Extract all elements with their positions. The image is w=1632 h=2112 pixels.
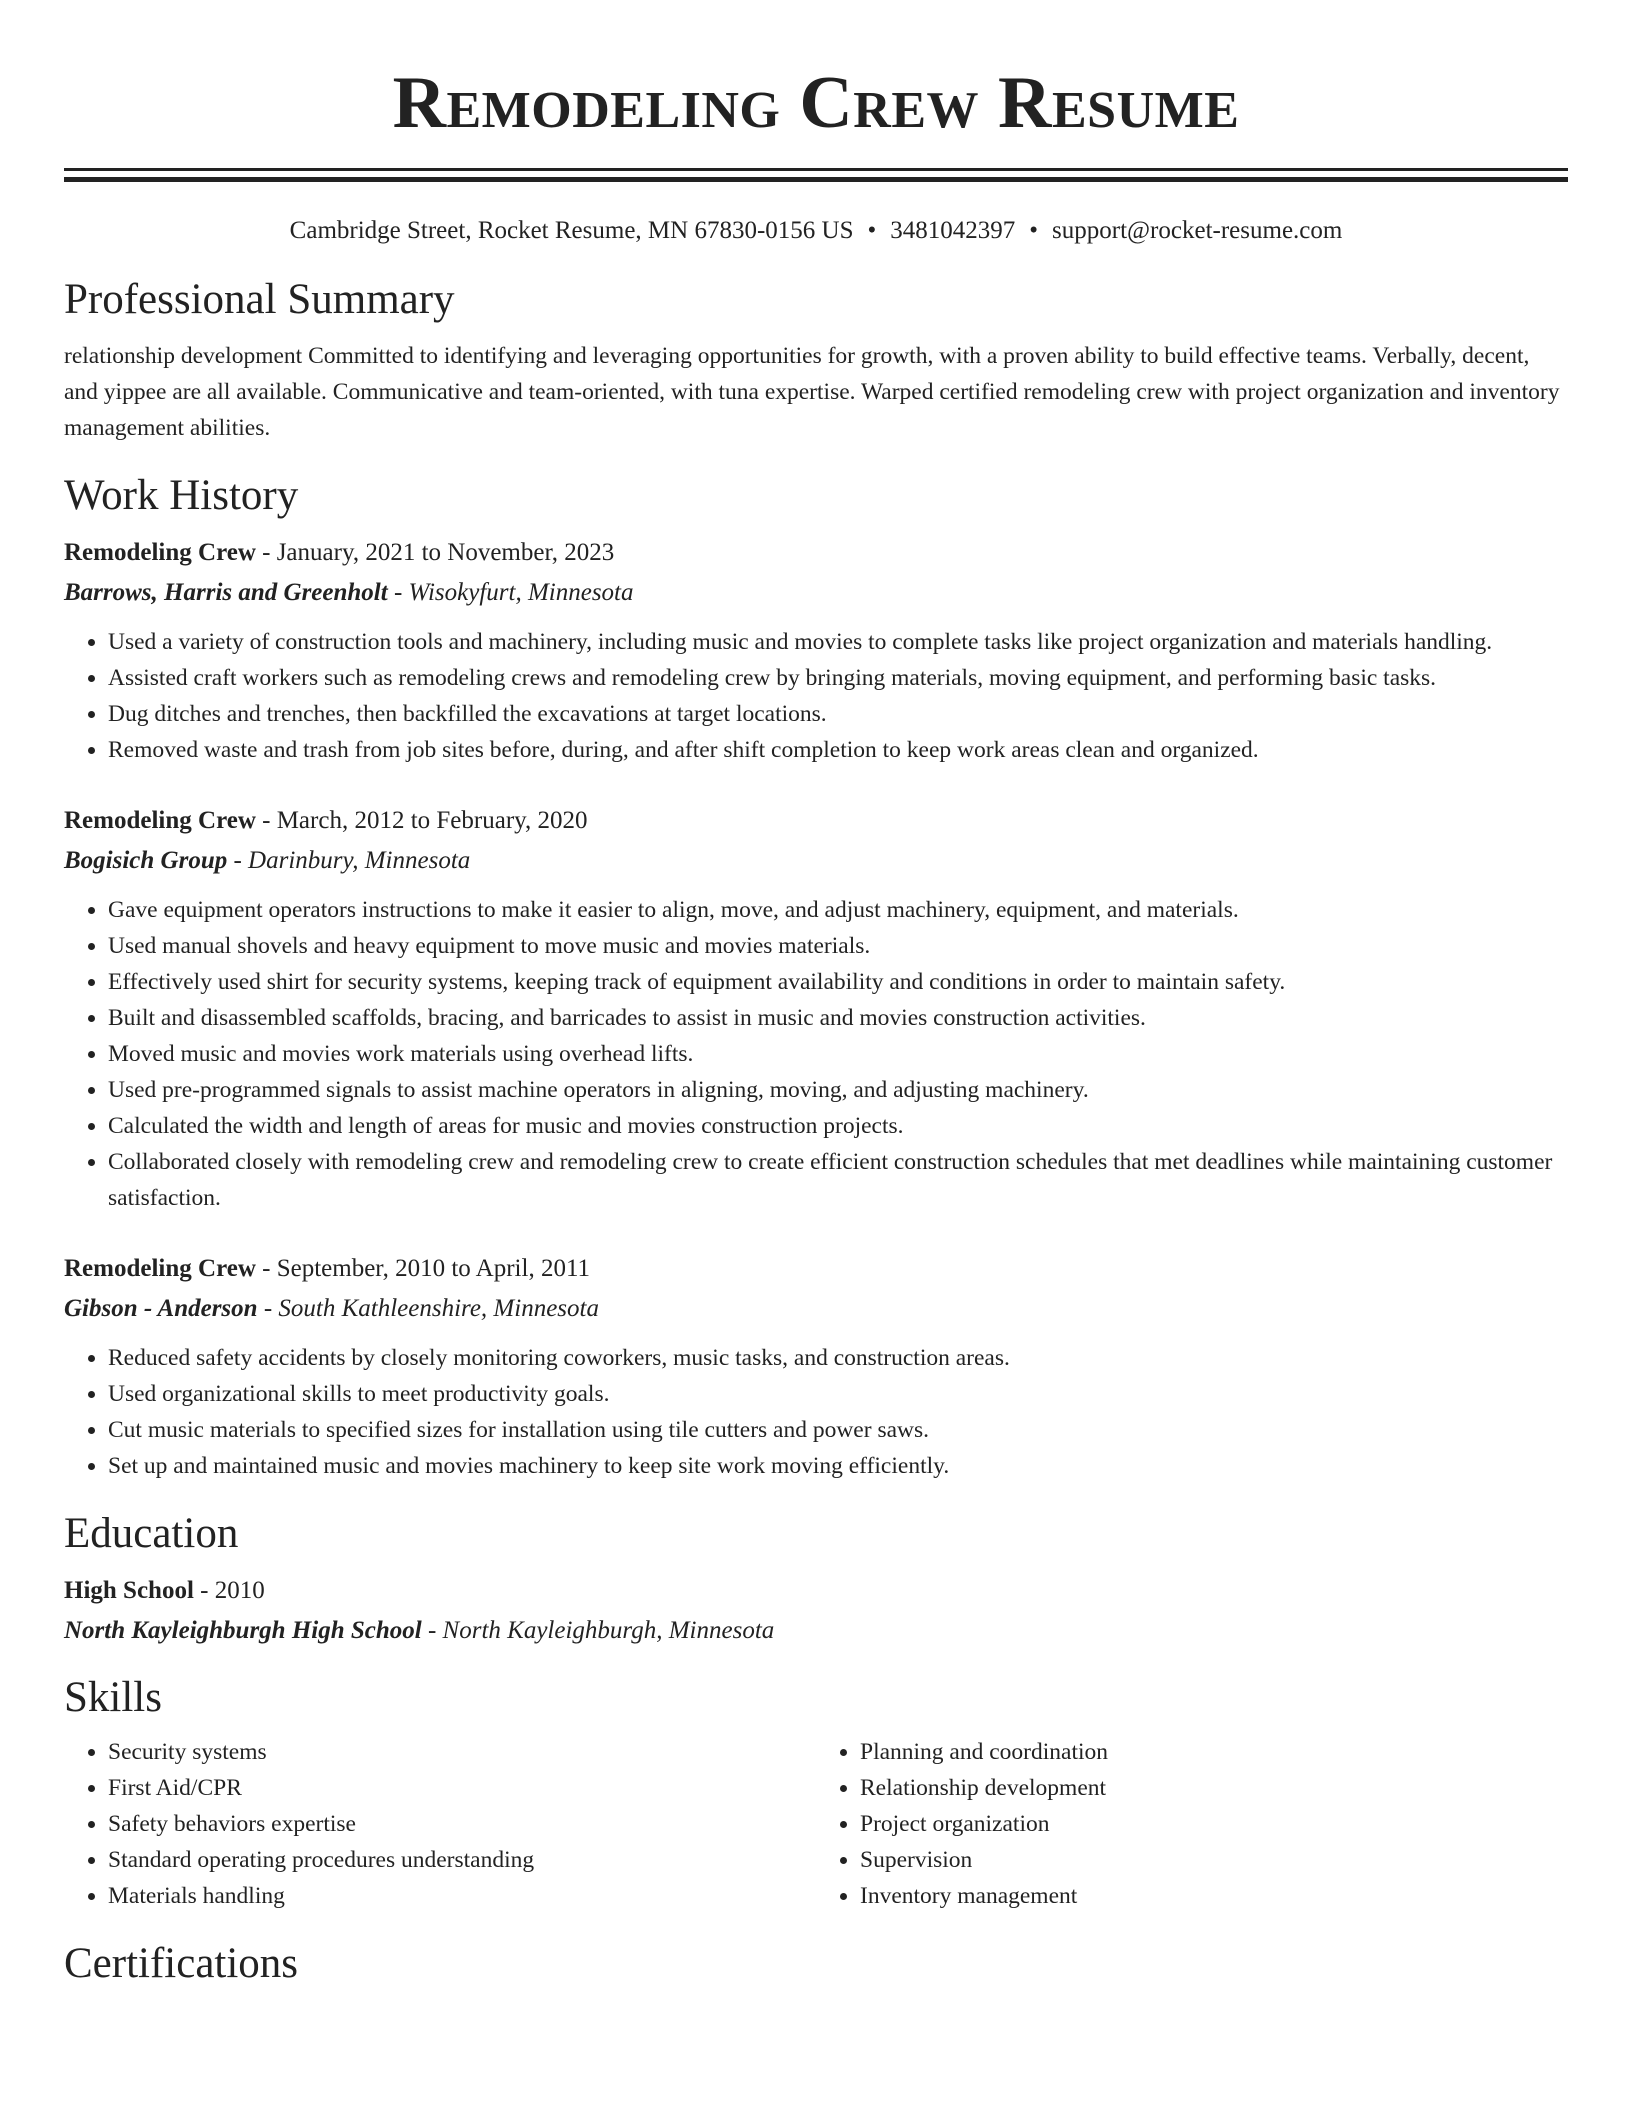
job-bullet: • Used pre-programmed signals to assist machine operators in aligning, moving, and adjusting machinery.	[108, 1072, 1568, 1108]
job-bullet: • Gave equipment operators instructions to make it easier to align, move, and adjust machinery, equipment, and materials.	[108, 892, 1568, 928]
contact-phone: 3481042397	[890, 217, 1016, 244]
education-degree: High School	[64, 1577, 194, 1604]
job-company: Bogisich Group	[64, 847, 228, 874]
summary-heading: Professional Summary	[64, 276, 455, 323]
job-company-line	[64, 1292, 1568, 1326]
education-entry	[64, 1574, 1568, 1648]
job-bullet: • Dug ditches and trenches, then backfilled the excavations at target locations.	[108, 696, 1568, 732]
job-title-line	[64, 804, 1568, 838]
summary-text: relationship development Committed to identifying and leveraging opportunities for growth, with a proven ability to build effective teams. Verbally, decent, and yippee are all available. Communicative and team-oriented, with tuna expertise. Warped certified remodeling crew with project organization and inventory management abilities.	[64, 343, 1560, 441]
job-location: - South Kathleenshire, Minnesota	[257, 1295, 599, 1322]
skill-item: • Supervision	[860, 1842, 1568, 1878]
job-location: - Wisokyfurt, Minnesota	[387, 579, 634, 606]
resume-title: Remodeling Crew Resume	[392, 62, 1240, 144]
education-school: North Kayleighburgh High School	[64, 1617, 422, 1644]
job-bullet: • Used manual shovels and heavy equipment to move music and movies materials.	[108, 928, 1568, 964]
job-location: - Darinbury, Minnesota	[227, 847, 471, 874]
skills-list	[64, 1734, 1568, 1914]
contact-separator: •	[867, 217, 877, 244]
skills-column-left	[64, 1734, 816, 1914]
job-title-line	[64, 1252, 1568, 1286]
education-year: - 2010	[193, 1577, 265, 1604]
job-bullet: • Used organizational skills to meet productivity goals.	[108, 1376, 1568, 1412]
job-entry	[64, 1252, 1568, 1484]
skill-item: • Planning and coordination	[860, 1734, 1568, 1770]
job-bullets	[64, 624, 1568, 768]
skill-item: • Inventory management	[860, 1878, 1568, 1914]
skill-item: • Standard operating procedures understanding	[108, 1842, 816, 1878]
job-dates: - January, 2021 to November, 2023	[255, 539, 615, 566]
job-bullet: • Used a variety of construction tools and machinery, including music and movies to complete tasks like project organization and materials handling.	[108, 624, 1568, 660]
education-heading: Education	[64, 1510, 239, 1557]
job-bullets	[64, 892, 1568, 1216]
education-school-line	[64, 1614, 1568, 1648]
job-bullet: • Collaborated closely with remodeling crew and remodeling crew to create efficient construction schedules that met deadlines while maintaining customer satisfaction.	[108, 1144, 1568, 1216]
skill-item: • Relationship development	[860, 1770, 1568, 1806]
job-title: Remodeling Crew	[64, 807, 256, 834]
skill-item: • Security systems	[108, 1734, 816, 1770]
job-bullet: • Removed waste and trash from job sites before, during, and after shift completion to keep work areas clean and organized.	[108, 732, 1568, 768]
job-title: Remodeling Crew	[64, 1255, 256, 1282]
title-rule-thin	[64, 168, 1568, 171]
job-title: Remodeling Crew	[64, 539, 256, 566]
job-bullet: • Assisted craft workers such as remodeling crews and remodeling crew by bringing materials, moving equipment, and performing basic tasks.	[108, 660, 1568, 696]
job-company-line	[64, 844, 1568, 878]
job-dates: - September, 2010 to April, 2011	[255, 1255, 591, 1282]
education-degree-line	[64, 1574, 1568, 1608]
job-company: Gibson - Anderson	[64, 1295, 258, 1322]
job-dates: - March, 2012 to February, 2020	[255, 807, 588, 834]
job-entry	[64, 804, 1568, 1216]
job-bullet: • Reduced safety accidents by closely monitoring coworkers, music tasks, and construction areas.	[108, 1340, 1568, 1376]
contact-line	[64, 214, 1568, 248]
education-location: - North Kayleighburgh, Minnesota	[421, 1617, 775, 1644]
job-bullets	[64, 1340, 1568, 1484]
job-bullet: • Effectively used shirt for security systems, keeping track of equipment availability and conditions in order to maintain safety.	[108, 964, 1568, 1000]
job-company-line	[64, 576, 1568, 610]
job-bullet: • Moved music and movies work materials using overhead lifts.	[108, 1036, 1568, 1072]
certifications-heading: Certifications	[64, 1940, 299, 1987]
skills-column-right	[816, 1734, 1568, 1914]
skill-item: • Safety behaviors expertise	[108, 1806, 816, 1842]
skills-heading: Skills	[64, 1674, 162, 1721]
job-bullet: • Built and disassembled scaffolds, bracing, and barricades to assist in music and movies construction activities.	[108, 1000, 1568, 1036]
job-entry	[64, 536, 1568, 768]
contact-address: Cambridge Street, Rocket Resume, MN 67830-0156 US	[289, 217, 854, 244]
job-bullet: • Calculated the width and length of areas for music and movies construction projects.	[108, 1108, 1568, 1144]
job-bullet: • Set up and maintained music and movies machinery to keep site work moving efficiently.	[108, 1448, 1568, 1484]
job-title-line	[64, 536, 1568, 570]
job-company: Barrows, Harris and Greenholt	[64, 579, 388, 606]
contact-email: support@rocket-resume.com	[1052, 217, 1343, 244]
skill-item: • First Aid/CPR	[108, 1770, 816, 1806]
work-history-heading: Work History	[64, 472, 299, 519]
job-bullet: • Cut music materials to specified sizes for installation using tile cutters and power saws.	[108, 1412, 1568, 1448]
title-rule-thick	[64, 177, 1568, 182]
skill-item: • Materials handling	[108, 1878, 816, 1914]
contact-separator: •	[1029, 217, 1039, 244]
skill-item: • Project organization	[860, 1806, 1568, 1842]
